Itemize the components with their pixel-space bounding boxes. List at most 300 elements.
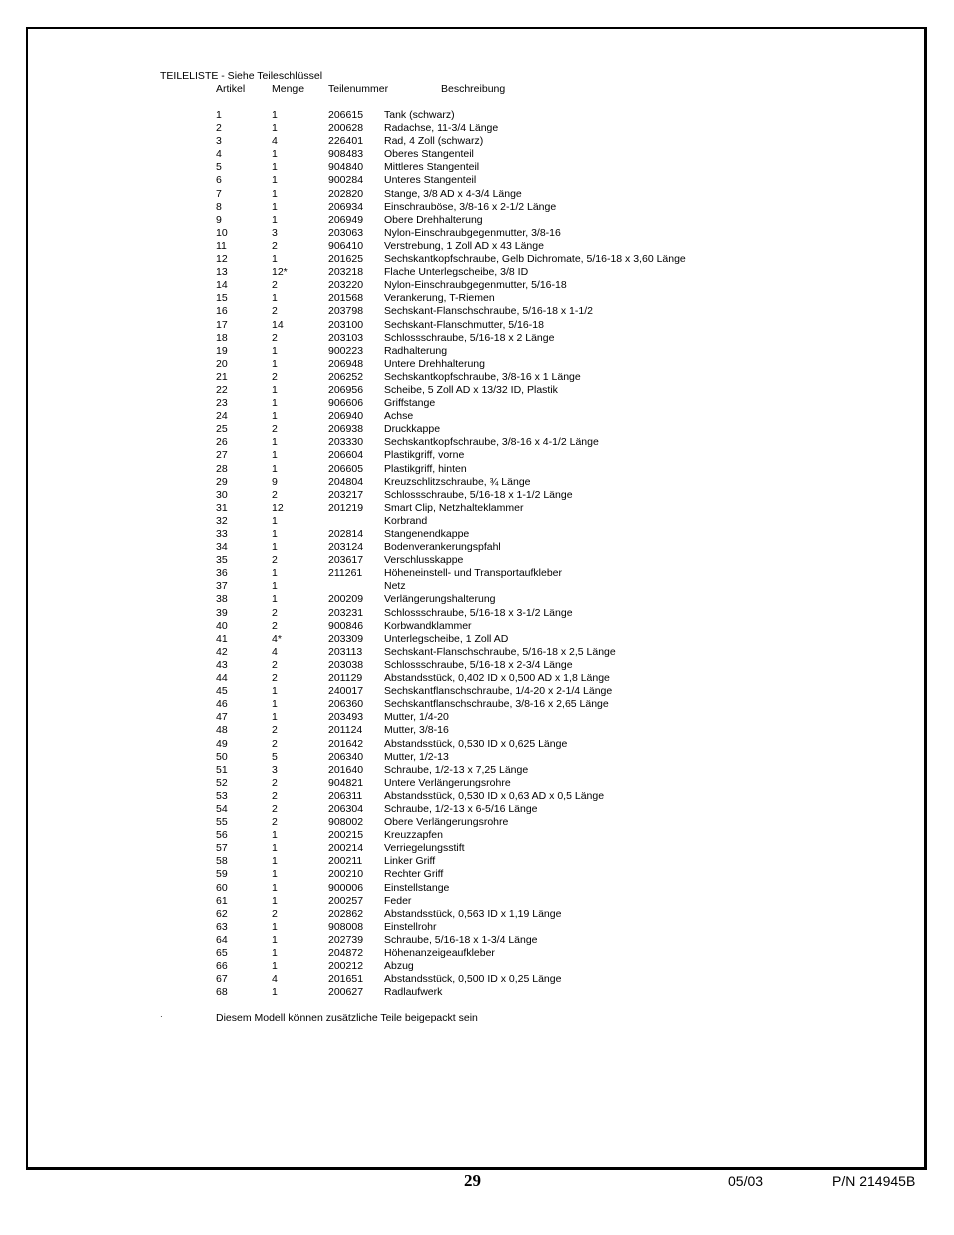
table-row (0, 292, 954, 305)
cell-teilenummer: 226401 (328, 135, 364, 148)
cell-artikel: 20 (216, 357, 228, 370)
cell-teilenummer: 206360 (328, 698, 364, 711)
table-row (0, 463, 954, 476)
cell-teilenummer: 908483 (328, 148, 364, 161)
cell-teilenummer: 203063 (328, 226, 364, 239)
cell-artikel: 32 (216, 514, 228, 527)
cell-menge: 2 (272, 776, 278, 789)
table-row (0, 227, 954, 240)
cell-beschreibung: Radhalterung (384, 344, 448, 357)
cell-artikel: 17 (216, 318, 228, 331)
cell-teilenummer: 200628 (328, 122, 364, 135)
cell-beschreibung: Mutter, 3/8-16 (384, 724, 449, 737)
table-row (0, 620, 954, 633)
table-row (0, 371, 954, 384)
cell-menge: 1 (272, 933, 278, 946)
cell-beschreibung: Mutter, 1/2-13 (384, 750, 449, 763)
table-row (0, 384, 954, 397)
cell-artikel: 19 (216, 344, 228, 357)
table-row (0, 908, 954, 921)
cell-teilenummer: 203220 (328, 279, 364, 292)
cell-menge: 2 (272, 370, 278, 383)
cell-teilenummer: 203113 (328, 645, 363, 658)
cell-menge: 1 (272, 711, 278, 724)
cell-beschreibung: Schlossschraube, 5/16-18 x 2 Länge (384, 331, 555, 344)
cell-artikel: 9 (216, 213, 222, 226)
cell-artikel: 39 (216, 606, 228, 619)
cell-menge: 1 (272, 200, 278, 213)
cell-menge: 2 (272, 331, 278, 344)
cell-beschreibung: Radlaufwerk (384, 986, 443, 999)
cell-teilenummer: 203231 (328, 606, 364, 619)
cell-artikel: 35 (216, 554, 228, 567)
cell-beschreibung: Schlossschraube, 5/16-18 x 2-3/4 Länge (384, 658, 573, 671)
cell-beschreibung: Obere Verlängerungsrohre (384, 816, 509, 829)
cell-menge: 1 (272, 462, 278, 475)
cell-menge: 2 (272, 423, 278, 436)
cell-artikel: 47 (216, 711, 228, 724)
cell-teilenummer: 900846 (328, 619, 364, 632)
cell-beschreibung: Rad, 4 Zoll (schwarz) (384, 135, 484, 148)
cell-beschreibung: Kreuzschlitzschraube, ¾ Länge (384, 475, 531, 488)
table-row (0, 698, 954, 711)
cell-menge: 2 (272, 724, 278, 737)
cell-beschreibung: Abstandsstück, 0,402 ID x 0,500 AD x 1,8 Länge (384, 672, 610, 685)
cell-artikel: 36 (216, 567, 228, 580)
table-row (0, 633, 954, 646)
cell-beschreibung: Verankerung, T-Riemen (384, 292, 495, 305)
cell-beschreibung: Plastikgriff, vorne (384, 449, 465, 462)
cell-teilenummer: 201640 (328, 763, 364, 776)
cell-beschreibung: Korbrand (384, 514, 428, 527)
cell-teilenummer: 206252 (328, 370, 364, 383)
cell-teilenummer: 204872 (328, 947, 364, 959)
cell-menge: 1 (272, 174, 278, 187)
cell-menge: 1 (272, 292, 278, 305)
cell-teilenummer: 202814 (328, 528, 364, 540)
cell-teilenummer: 200214 (328, 842, 364, 855)
cell-artikel: 21 (216, 370, 228, 383)
cell-menge: 12 (272, 501, 284, 514)
cell-beschreibung: Nylon-Einschraubgegenmutter, 3/8-16 (384, 226, 561, 239)
cell-teilenummer: 201124 (328, 724, 363, 737)
cell-menge: 1 (272, 213, 278, 226)
cell-menge: 1 (272, 514, 278, 527)
cell-beschreibung: Achse (384, 410, 414, 423)
cell-teilenummer: 206938 (328, 423, 364, 436)
cell-artikel: 55 (216, 816, 228, 829)
cell-beschreibung: Schraube, 5/16-18 x 1-3/4 Länge (384, 933, 538, 946)
cell-menge: 12* (272, 266, 288, 279)
cell-artikel: 67 (216, 973, 228, 986)
cell-teilenummer: 904821 (328, 776, 364, 789)
table-row (0, 738, 954, 751)
cell-teilenummer: 908008 (328, 920, 364, 933)
cell-beschreibung: Linker Griff (384, 855, 436, 868)
cell-menge: 2 (272, 672, 278, 685)
cell-teilenummer: 206311 (328, 789, 363, 802)
cell-artikel: 65 (216, 947, 228, 959)
table-row (0, 253, 954, 266)
cell-menge: 14 (272, 318, 284, 331)
table-row (0, 122, 954, 135)
cell-beschreibung: Scheibe, 5 Zoll AD x 13/32 ID, Plastik (384, 383, 558, 396)
header-artikel: Artikel (216, 83, 246, 95)
table-row (0, 214, 954, 227)
table-row (0, 174, 954, 187)
cell-teilenummer: 203103 (328, 331, 364, 344)
cell-menge: 1 (272, 842, 278, 855)
cell-menge: 1 (272, 397, 278, 410)
cell-teilenummer: 904840 (328, 161, 364, 174)
cell-beschreibung: Verlängerungshalterung (384, 593, 496, 606)
cell-artikel: 26 (216, 436, 228, 449)
cell-artikel: 5 (216, 161, 222, 174)
revision-date: 05/03 (728, 1173, 764, 1189)
cell-teilenummer: 200209 (328, 593, 364, 606)
cell-artikel: 3 (216, 135, 222, 148)
cell-menge: 1 (272, 122, 278, 135)
cell-menge: 3 (272, 763, 278, 776)
cell-beschreibung: Sechskantkopfschraube, 3/8-16 x 1 Länge (384, 370, 581, 383)
cell-menge: 1 (272, 187, 278, 200)
cell-artikel: 68 (216, 986, 228, 999)
cell-menge: 2 (272, 737, 278, 750)
table-row (0, 305, 954, 318)
cell-artikel: 34 (216, 541, 228, 554)
cell-artikel: 33 (216, 528, 228, 540)
cell-beschreibung: Mittleres Stangenteil (384, 161, 480, 174)
cell-teilenummer: 206604 (328, 449, 364, 462)
cell-artikel: 24 (216, 410, 228, 423)
table-row (0, 410, 954, 423)
cell-menge: 1 (272, 855, 278, 868)
cell-beschreibung: Rechter Griff (384, 868, 444, 881)
cell-artikel: 4 (216, 148, 222, 161)
cell-teilenummer: 206304 (328, 802, 364, 815)
cell-menge: 2 (272, 488, 278, 501)
cell-teilenummer: 206605 (328, 462, 364, 475)
cell-beschreibung: Plastikgriff, hinten (384, 462, 467, 475)
cell-artikel: 66 (216, 960, 228, 973)
cell-beschreibung: Sechskant-Flanschschraube, 5/16-18 x 2,5 Länge (384, 645, 616, 658)
cell-teilenummer: 206615 (328, 109, 364, 121)
cell-artikel: 48 (216, 724, 228, 737)
table-row (0, 685, 954, 698)
cell-beschreibung: Sechskantflanschschraube, 3/8-16 x 2,65 Länge (384, 698, 609, 711)
cell-menge: 4 (272, 973, 278, 986)
table-row (0, 829, 954, 842)
table-row (0, 751, 954, 764)
cell-teilenummer: 906410 (328, 239, 364, 252)
cell-artikel: 46 (216, 698, 228, 711)
cell-beschreibung: Abstandsstück, 0,530 ID x 0,625 Länge (384, 737, 568, 750)
cell-artikel: 11 (216, 239, 227, 252)
table-row (0, 502, 954, 515)
cell-beschreibung: Korbwandklammer (384, 619, 472, 632)
cell-teilenummer: 203218 (328, 266, 364, 279)
cell-artikel: 7 (216, 187, 222, 200)
cell-teilenummer: 203330 (328, 436, 364, 449)
cell-teilenummer: 200627 (328, 986, 364, 999)
table-row (0, 358, 954, 371)
table-row (0, 541, 954, 554)
cell-beschreibung: Höheneinstell- und Transportaufkleber (384, 567, 563, 580)
cell-teilenummer: 200210 (328, 868, 364, 881)
cell-menge: 2 (272, 305, 278, 318)
header-teilenummer: Teilenummer (328, 83, 389, 95)
cell-beschreibung: Abzug (384, 960, 414, 973)
table-row (0, 109, 954, 122)
cell-beschreibung: Verstrebung, 1 Zoll AD x 43 Länge (384, 239, 544, 252)
cell-artikel: 27 (216, 449, 228, 462)
cell-artikel: 49 (216, 737, 228, 750)
cell-artikel: 52 (216, 776, 228, 789)
cell-menge: 1 (272, 947, 278, 959)
cell-teilenummer: 211261 (328, 567, 363, 580)
table-row (0, 332, 954, 345)
cell-menge: 1 (272, 868, 278, 881)
cell-menge: 1 (272, 685, 278, 698)
cell-teilenummer: 900223 (328, 344, 364, 357)
cell-menge: 1 (272, 894, 278, 907)
cell-beschreibung: Griffstange (384, 397, 436, 410)
cell-artikel: 64 (216, 933, 228, 946)
table-row (0, 240, 954, 253)
cell-menge: 2 (272, 816, 278, 829)
table-row (0, 947, 954, 960)
table-row (0, 397, 954, 410)
cell-artikel: 54 (216, 802, 228, 815)
parts-list-title: TEILELISTE - Siehe Teileschlüssel (160, 70, 323, 82)
cell-teilenummer: 206934 (328, 200, 364, 213)
cell-teilenummer: 203493 (328, 711, 364, 724)
cell-menge: 1 (272, 253, 278, 266)
cell-teilenummer: 202862 (328, 907, 364, 920)
cell-beschreibung: Abstandsstück, 0,500 ID x 0,25 Länge (384, 973, 562, 986)
cell-artikel: 58 (216, 855, 228, 868)
cell-teilenummer: 200212 (328, 960, 364, 973)
cell-artikel: 38 (216, 593, 228, 606)
table-row (0, 803, 954, 816)
table-row (0, 580, 954, 593)
cell-menge: 2 (272, 789, 278, 802)
cell-artikel: 61 (216, 894, 228, 907)
cell-artikel: 16 (216, 305, 228, 318)
page-number: 29 (464, 1171, 481, 1190)
cell-artikel: 45 (216, 685, 228, 698)
cell-artikel: 6 (216, 174, 222, 187)
cell-artikel: 56 (216, 829, 228, 842)
cell-beschreibung: Netz (384, 580, 406, 593)
cell-beschreibung: Smart Clip, Netzhalteklammer (384, 501, 524, 514)
cell-beschreibung: Abstandsstück, 0,563 ID x 1,19 Länge (384, 907, 562, 920)
header-beschreibung: Beschreibung (441, 83, 506, 95)
cell-teilenummer: 206940 (328, 410, 364, 423)
cell-artikel: 60 (216, 881, 228, 894)
cell-menge: 1 (272, 881, 278, 894)
cell-artikel: 57 (216, 842, 228, 855)
cell-menge: 1 (272, 357, 278, 370)
table-row (0, 607, 954, 620)
cell-teilenummer: 203038 (328, 658, 364, 671)
table-row (0, 882, 954, 895)
cell-menge: 1 (272, 109, 278, 121)
cell-menge: 2 (272, 279, 278, 292)
cell-beschreibung: Sechskantflanschschraube, 1/4-20 x 2-1/4 Länge (384, 685, 613, 698)
table-row (0, 554, 954, 567)
cell-teilenummer: 200257 (328, 894, 364, 907)
cell-artikel: 53 (216, 789, 228, 802)
cell-artikel: 25 (216, 423, 228, 436)
cell-beschreibung: Stangenendkappe (384, 528, 470, 540)
table-row (0, 855, 954, 868)
table-row (0, 135, 954, 148)
table-row (0, 921, 954, 934)
table-row (0, 279, 954, 292)
table-row (0, 842, 954, 855)
cell-menge: 1 (272, 410, 278, 423)
cell-teilenummer: 201568 (328, 292, 364, 305)
cell-teilenummer: 206340 (328, 750, 364, 763)
cell-teilenummer: 204804 (328, 475, 364, 488)
cell-menge: 4 (272, 645, 278, 658)
table-row (0, 986, 954, 999)
cell-beschreibung: Höhenanzeigeaufkleber (384, 947, 495, 959)
cell-beschreibung: Unterlegscheibe, 1 Zoll AD (384, 632, 509, 645)
cell-teilenummer: 200211 (328, 855, 363, 868)
cell-menge: 4 (272, 135, 278, 148)
cell-teilenummer: 203100 (328, 318, 364, 331)
table-row (0, 868, 954, 881)
cell-teilenummer: 206949 (328, 213, 364, 226)
cell-teilenummer: 203309 (328, 632, 364, 645)
table-row (0, 790, 954, 803)
footnote: Diesem Modell können zusätzliche Teile beigepackt sein (216, 1012, 478, 1024)
cell-menge: 2 (272, 239, 278, 252)
cell-artikel: 30 (216, 488, 228, 501)
cell-menge: 2 (272, 658, 278, 671)
table-row (0, 515, 954, 528)
cell-beschreibung: Obere Drehhalterung (384, 213, 483, 226)
cell-beschreibung: Abstandsstück, 0,530 ID x 0,63 AD x 0,5 Länge (384, 789, 605, 802)
cell-artikel: 23 (216, 397, 228, 410)
cell-teilenummer: 202739 (328, 933, 364, 946)
cell-menge: 1 (272, 580, 278, 593)
table-row (0, 449, 954, 462)
cell-beschreibung: Druckkappe (384, 423, 441, 436)
cell-beschreibung: Tank (schwarz) (384, 109, 455, 121)
table-row (0, 345, 954, 358)
table-row (0, 960, 954, 973)
cell-menge: 1 (272, 920, 278, 933)
cell-beschreibung: Bodenverankerungspfahl (384, 541, 501, 554)
table-row (0, 188, 954, 201)
cell-teilenummer: 201651 (328, 973, 364, 986)
cell-beschreibung: Einschrauböse, 3/8-16 x 2-1/2 Länge (384, 200, 557, 213)
cell-artikel: 13 (216, 266, 228, 279)
cell-beschreibung: Mutter, 1/4-20 (384, 711, 449, 724)
cell-menge: 1 (272, 161, 278, 174)
cell-beschreibung: Oberes Stangenteil (384, 148, 474, 161)
cell-beschreibung: Nylon-Einschraubgegenmutter, 5/16-18 (384, 279, 567, 292)
table-row (0, 489, 954, 502)
cell-menge: 1 (272, 986, 278, 999)
table-row (0, 528, 954, 541)
cell-beschreibung: Unteres Stangenteil (384, 174, 477, 187)
cell-teilenummer: 906606 (328, 397, 364, 410)
cell-beschreibung: Verriegelungsstift (384, 842, 465, 855)
table-row (0, 476, 954, 489)
cell-beschreibung: Einstellstange (384, 881, 450, 894)
cell-artikel: 28 (216, 462, 228, 475)
cell-beschreibung: Flache Unterlegscheibe, 3/8 ID (384, 266, 529, 279)
cell-artikel: 1 (216, 109, 222, 121)
cell-teilenummer: 201625 (328, 253, 364, 266)
cell-menge: 1 (272, 449, 278, 462)
cell-teilenummer: 201642 (328, 737, 364, 750)
cell-beschreibung: Feder (384, 894, 412, 907)
cell-artikel: 12 (216, 253, 228, 266)
table-row (0, 423, 954, 436)
cell-beschreibung: Untere Verlängerungsrohre (384, 776, 511, 789)
cell-menge: 1 (272, 344, 278, 357)
table-row (0, 266, 954, 279)
cell-artikel: 42 (216, 645, 228, 658)
cell-teilenummer: 203124 (328, 541, 364, 554)
cell-artikel: 41 (216, 632, 228, 645)
cell-artikel: 10 (216, 226, 228, 239)
cell-teilenummer: 201129 (328, 672, 363, 685)
cell-artikel: 59 (216, 868, 228, 881)
cell-artikel: 22 (216, 383, 228, 396)
cell-menge: 2 (272, 606, 278, 619)
cell-beschreibung: Sechskantkopfschraube, Gelb Dichromate, 5/16-18 x 3,60 Länge (384, 253, 686, 266)
cell-menge: 1 (272, 698, 278, 711)
cell-teilenummer: 203798 (328, 305, 364, 318)
table-row (0, 148, 954, 161)
cell-artikel: 51 (216, 763, 228, 776)
cell-menge: 2 (272, 907, 278, 920)
table-row (0, 567, 954, 580)
table-row (0, 724, 954, 737)
cell-teilenummer: 203617 (328, 554, 364, 567)
cell-beschreibung: Stange, 3/8 AD x 4-3/4 Länge (384, 187, 522, 200)
cell-beschreibung: Sechskant-Flanschmutter, 5/16-18 (384, 318, 544, 331)
cell-teilenummer: 206956 (328, 383, 364, 396)
header-menge: Menge (272, 83, 305, 95)
cell-artikel: 8 (216, 200, 222, 213)
cell-menge: 9 (272, 475, 278, 488)
cell-menge: 1 (272, 436, 278, 449)
cell-teilenummer: 202820 (328, 187, 364, 200)
cell-menge: 1 (272, 528, 278, 540)
cell-menge: 4* (272, 632, 282, 645)
cell-teilenummer: 201219 (328, 501, 364, 514)
table-row (0, 161, 954, 174)
cell-beschreibung: Kreuzzapfen (384, 829, 443, 842)
cell-teilenummer: 908002 (328, 816, 364, 829)
table-row (0, 593, 954, 606)
table-row (0, 895, 954, 908)
cell-beschreibung: Radachse, 11-3/4 Länge (384, 122, 499, 135)
cell-beschreibung: Sechskantkopfschraube, 3/8-16 x 4-1/2 Länge (384, 436, 599, 449)
cell-artikel: 62 (216, 907, 228, 920)
table-row (0, 764, 954, 777)
cell-menge: 2 (272, 802, 278, 815)
cell-teilenummer: 203217 (328, 488, 364, 501)
cell-menge: 2 (272, 619, 278, 632)
